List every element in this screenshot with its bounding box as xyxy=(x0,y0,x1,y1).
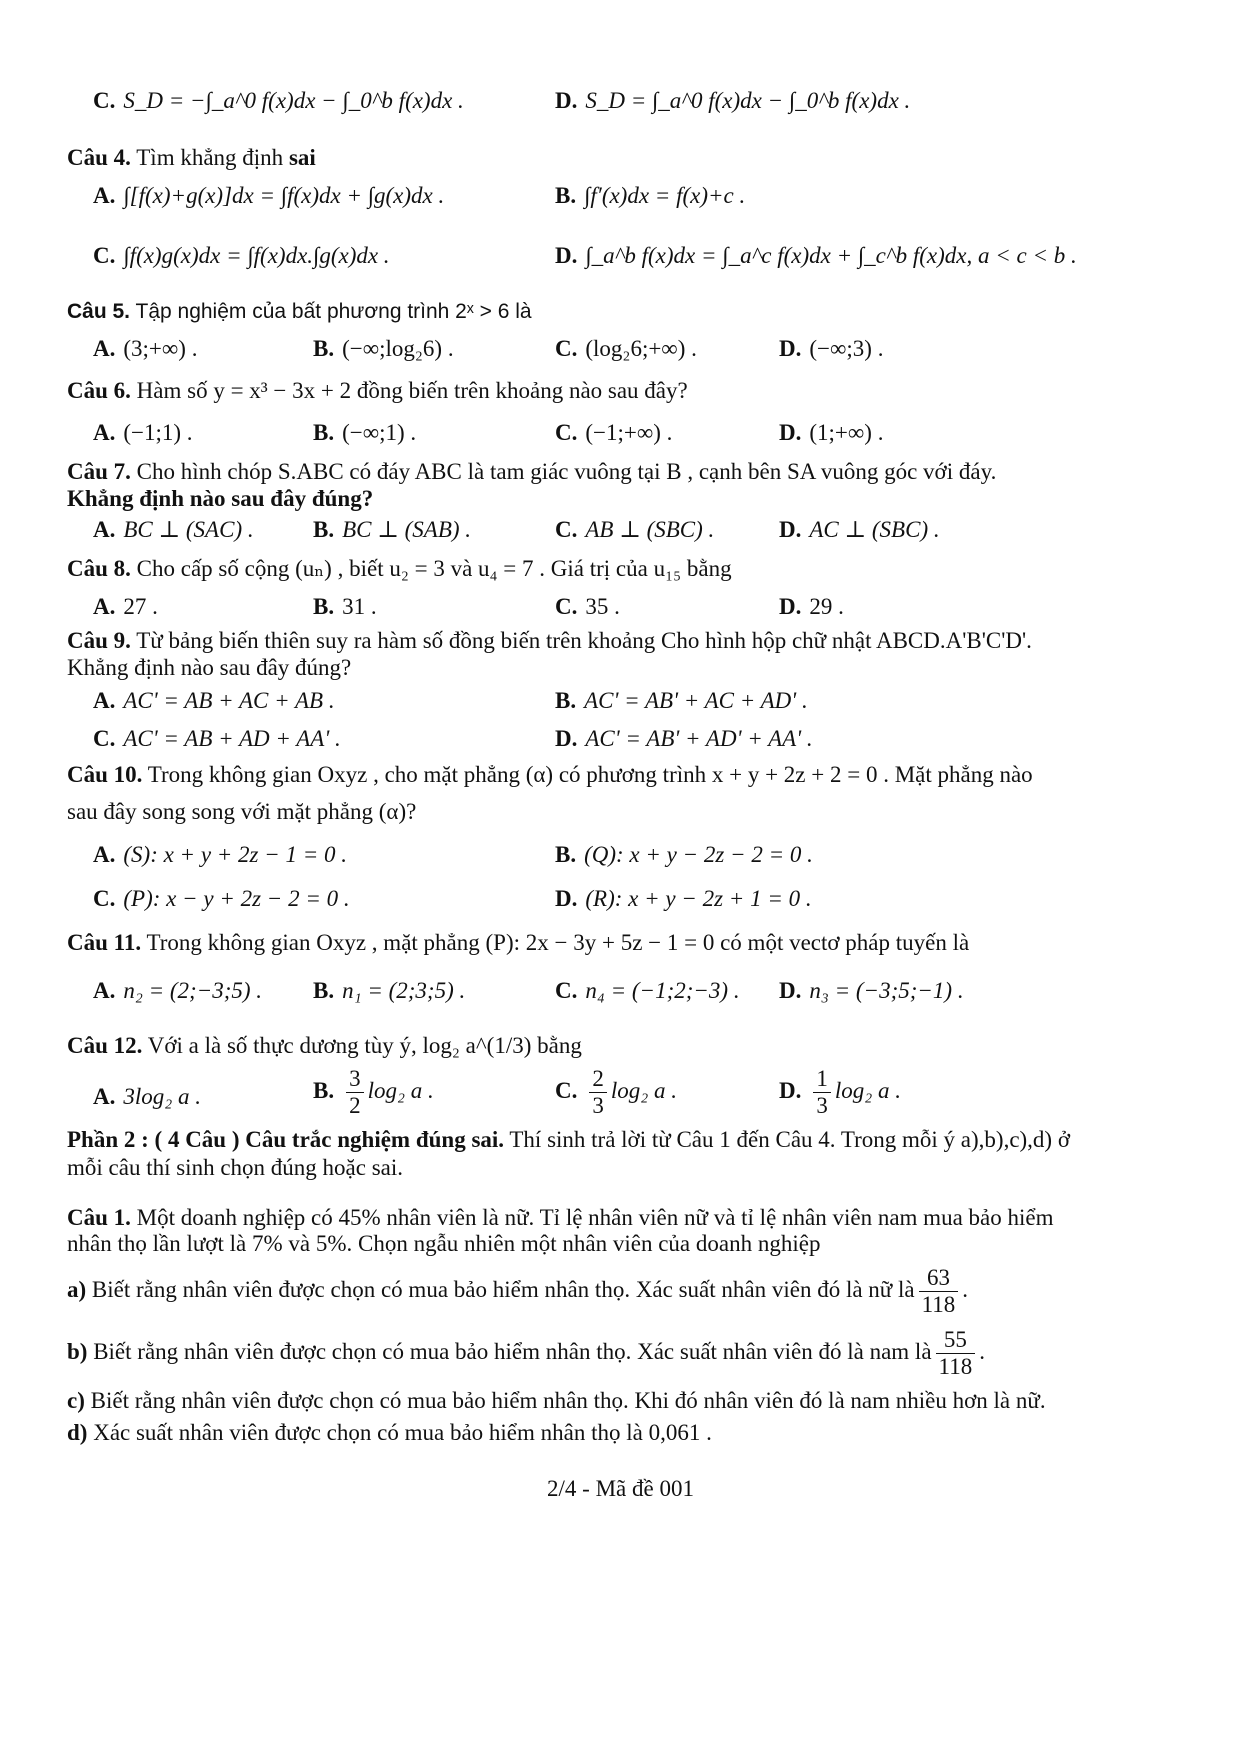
option-label: B. xyxy=(555,183,577,208)
option-label: C. xyxy=(93,88,116,113)
item-fraction xyxy=(936,1327,976,1381)
question-label: Câu 9. xyxy=(67,628,131,653)
p2q1-item-d xyxy=(67,1418,712,1448)
q5-option-b xyxy=(313,334,454,364)
q3-option-c xyxy=(93,86,464,116)
option-label: A. xyxy=(93,688,116,713)
question-label: Câu 11. xyxy=(67,930,142,955)
option-text: AC' = AB + AC + AB . xyxy=(123,688,335,713)
question-label: Câu 10. xyxy=(67,762,143,787)
section-text: mỗi câu thí sinh chọn đúng hoặc sai. xyxy=(67,1155,403,1180)
q5-option-d xyxy=(779,334,883,364)
fraction-numerator: 55 xyxy=(936,1327,976,1354)
q12-option-d xyxy=(779,1066,901,1120)
item-label: b) xyxy=(67,1339,88,1365)
item-text: Biết rằng nhân viên được chọn có mua bảo hiểm nhân thọ. Xác suất nhân viên đó là nữ là xyxy=(86,1277,915,1303)
option-text: ∫f(x)g(x)dx = ∫f(x)dx.∫g(x)dx . xyxy=(123,243,390,268)
q11-option-a xyxy=(93,976,262,1006)
option-fraction xyxy=(589,1066,607,1120)
question-text: Từ bảng biến thiên suy ra hàm số đồng biến trên khoảng Cho hình hộp chữ nhật ABCD.A'B'C'D'. xyxy=(136,628,1032,653)
option-text: BC ⊥ (SAB) . xyxy=(342,517,472,542)
option-label: B. xyxy=(313,594,335,619)
option-label: B. xyxy=(555,688,577,713)
option-text: BC ⊥ (SAC) . xyxy=(123,517,254,542)
p2q1-stem-line2 xyxy=(67,1229,820,1259)
q8-option-d xyxy=(779,592,844,622)
q6-option-d xyxy=(779,418,883,448)
q8-stem xyxy=(67,554,732,584)
section-text: Thí sinh trả lời từ Câu 1 đến Câu 4. Trong mỗi ý a),b),c),d) ở xyxy=(504,1127,1071,1152)
option-text: AC ⊥ (SBC) . xyxy=(809,517,940,542)
p2q1-item-a: a) Biết rằng nhân viên được chọn có mua bảo hiểm nhân thọ. Xác suất nhân viên đó là nữ là $\frac{63}{118}$ . xyxy=(67,1265,969,1318)
question-text: Hàm số y = x³ − 3x + 2 đồng biến trên khoảng nào sau đây? xyxy=(136,378,688,403)
section-heading: Phần 2 : ( 4 Câu ) Câu trắc nghiệm đúng sai. xyxy=(67,1127,505,1152)
option-text: ∫f′(x)dx = f(x)+c . xyxy=(584,183,746,208)
q5-option-c xyxy=(555,334,697,364)
option-label: C. xyxy=(555,978,578,1003)
q4-option-a xyxy=(93,181,444,211)
option-text: 35 . xyxy=(585,594,620,619)
fraction-denominator: 2 xyxy=(349,1093,361,1119)
option-text: n₄ = (−1;2;−3) . xyxy=(585,978,740,1003)
option-label: C. xyxy=(555,336,578,361)
option-text: n₁ = (2;3;5) . xyxy=(342,978,466,1003)
q7-option-d xyxy=(779,515,940,545)
question-label: Câu 12. xyxy=(67,1033,143,1058)
option-label: A. xyxy=(93,183,116,208)
option-label: D. xyxy=(779,1078,802,1104)
option-label: D. xyxy=(779,336,802,361)
q10-option-d xyxy=(555,884,812,914)
question-label: Câu 8. xyxy=(67,556,131,581)
q11-option-d xyxy=(779,976,964,1006)
option-label: C. xyxy=(93,886,116,911)
option-label: C. xyxy=(93,726,116,751)
q6-option-c xyxy=(555,418,672,448)
option-label: A. xyxy=(93,1084,116,1109)
option-label: C. xyxy=(93,243,116,268)
item-text: Xác suất nhân viên được chọn có mua bảo hiểm nhân thọ là 0,061 . xyxy=(87,1420,712,1445)
q9-option-a xyxy=(93,686,335,716)
option-text: AC' = AB' + AC + AD' . xyxy=(584,688,808,713)
option-text: S_D = ∫_a^0 f(x)dx − ∫_0^b f(x)dx . xyxy=(585,88,911,113)
option-fraction xyxy=(346,1066,364,1120)
question-text: Cho cấp số cộng (uₙ) , biết u₂ = 3 và u₄ = 7 . Giá trị của u₁₅ bằng xyxy=(136,556,732,581)
q9-option-c xyxy=(93,724,341,754)
q10-option-a xyxy=(93,840,347,870)
option-text: ∫_a^b f(x)dx = ∫_a^c f(x)dx + ∫_c^b f(x)dx, a < c < b . xyxy=(585,243,1077,268)
fraction-numerator: 1 xyxy=(813,1066,831,1093)
q12-option-b xyxy=(313,1066,434,1120)
option-text: AB ⊥ (SBC) . xyxy=(585,517,715,542)
option-text: AC' = AB' + AD' + AA' . xyxy=(585,726,813,751)
item-label: d) xyxy=(67,1420,88,1445)
option-text: ∫[f(x)+g(x)]dx = ∫f(x)dx + ∫g(x)dx . xyxy=(123,183,445,208)
q12-option-c xyxy=(555,1066,677,1120)
option-label: D. xyxy=(779,517,802,542)
q3-option-d xyxy=(555,86,910,116)
p2q1-item-b: b) Biết rằng nhân viên được chọn có mua bảo hiểm nhân thọ. Xác suất nhân viên đó là nam là $\frac{55}{118}$ . xyxy=(67,1327,985,1380)
option-label: A. xyxy=(93,842,116,867)
q9-option-d xyxy=(555,724,813,754)
q4-stem xyxy=(67,143,316,173)
option-text: log₂ a . xyxy=(834,1078,902,1104)
item-text: Biết rằng nhân viên được chọn có mua bảo hiểm nhân thọ. Khi đó nhân viên đó là nam nhiều hơn là nữ. xyxy=(84,1388,1046,1413)
question-text-bold: Khẳng định nào sau đây đúng? xyxy=(67,486,374,511)
option-label: C. xyxy=(555,420,578,445)
option-text: AC' = AB + AD + AA' . xyxy=(123,726,341,751)
option-fraction xyxy=(813,1066,831,1120)
q12-stem xyxy=(67,1031,582,1061)
question-text: Trong không gian Oxyz , cho mặt phẳng (α) có phương trình x + y + 2z + 2 = 0 . Mặt phẳng nào xyxy=(147,762,1033,787)
q7-option-a xyxy=(93,515,254,545)
option-label: D. xyxy=(555,243,578,268)
option-text: (−∞;3) . xyxy=(809,336,884,361)
option-label: B. xyxy=(313,978,335,1003)
option-text: (−∞;1) . xyxy=(342,420,417,445)
option-text: n₃ = (−3;5;−1) . xyxy=(809,978,964,1003)
q5-stem xyxy=(67,297,532,327)
option-text: 31 . xyxy=(342,594,377,619)
q11-option-c xyxy=(555,976,740,1006)
item-label: a) xyxy=(67,1277,87,1303)
option-text: (log₂6;+∞) . xyxy=(585,336,697,361)
question-text: sau đây song song với mặt phẳng (α)? xyxy=(67,799,417,824)
option-label: B. xyxy=(313,1078,335,1104)
option-text: S_D = −∫_a^0 f(x)dx − ∫_0^b f(x)dx . xyxy=(123,88,464,113)
option-label: A. xyxy=(93,978,116,1003)
item-fraction xyxy=(919,1265,959,1319)
q4-option-d xyxy=(555,241,1077,271)
item-label: c) xyxy=(67,1388,85,1413)
part2-heading-line2 xyxy=(67,1153,403,1183)
question-label: Câu 7. xyxy=(67,459,131,484)
q4-option-c xyxy=(93,241,390,271)
option-label: D. xyxy=(555,886,578,911)
option-label: C. xyxy=(555,517,578,542)
option-text: 27 . xyxy=(123,594,158,619)
q11-stem xyxy=(67,928,969,958)
option-label: B. xyxy=(313,420,335,445)
fraction-denominator: 118 xyxy=(938,1354,973,1380)
question-text: Trong không gian Oxyz , mặt phẳng (P): 2x − 3y + 5z − 1 = 0 có một vectơ pháp tuyến là xyxy=(146,930,970,955)
option-label: B. xyxy=(313,336,335,361)
q4-option-b xyxy=(555,181,745,211)
q12-option-a xyxy=(93,1082,201,1112)
option-text: log₂ a . xyxy=(367,1078,434,1104)
option-label: D. xyxy=(779,594,802,619)
option-label: D. xyxy=(779,420,802,445)
fraction-denominator: 3 xyxy=(816,1093,828,1119)
option-text: n₂ = (2;−3;5) . xyxy=(123,978,263,1003)
question-label: Câu 4. xyxy=(67,145,131,170)
option-text: (3;+∞) . xyxy=(123,336,198,361)
option-text: (1;+∞) . xyxy=(809,420,884,445)
question-text: Với a là số thực dương tùy ý, log₂ a^(1/3) bằng xyxy=(147,1033,582,1058)
q8-option-b xyxy=(313,592,377,622)
q9-stem xyxy=(67,626,1032,656)
question-text: Khẳng định nào sau đây đúng? xyxy=(67,655,352,680)
q8-option-a xyxy=(93,592,158,622)
question-label: Câu 5. xyxy=(67,300,131,323)
question-label: Câu 6. xyxy=(67,378,131,403)
page-footer: 2/4 - Mã đề 001 xyxy=(547,1476,694,1501)
option-text: (S): x + y + 2z − 1 = 0 . xyxy=(123,842,348,867)
q9-stem-line2 xyxy=(67,653,351,683)
item-text: Biết rằng nhân viên được chọn có mua bảo hiểm nhân thọ. Xác suất nhân viên đó là nam là xyxy=(87,1339,932,1365)
option-label: C. xyxy=(555,1078,578,1104)
question-text: Tìm khẳng định xyxy=(136,145,284,170)
q7-option-b xyxy=(313,515,471,545)
q7-option-c xyxy=(555,515,714,545)
part2-heading xyxy=(67,1125,1070,1155)
q7-stem-line2 xyxy=(67,484,373,514)
q8-option-c xyxy=(555,592,620,622)
fraction-denominator: 3 xyxy=(592,1093,604,1119)
option-text: (−∞;log₂6) . xyxy=(342,336,454,361)
q10-stem xyxy=(67,760,1033,790)
option-label: B. xyxy=(555,842,577,867)
option-label: D. xyxy=(555,88,578,113)
option-label: D. xyxy=(779,978,802,1003)
question-text: Cho hình chóp S.ABC có đáy ABC là tam giác vuông tại B , cạnh bên SA vuông góc với đáy. xyxy=(136,459,997,484)
option-label: A. xyxy=(93,420,116,445)
option-label: B. xyxy=(313,517,335,542)
option-label: C. xyxy=(555,594,578,619)
option-text: (Q): x + y − 2z − 2 = 0 . xyxy=(584,842,813,867)
q6-option-a xyxy=(93,418,193,448)
option-label: A. xyxy=(93,517,116,542)
option-text: (−1;1) . xyxy=(123,420,193,445)
question-label: Câu 1. xyxy=(67,1205,131,1230)
option-text: 29 . xyxy=(809,594,844,619)
q10-option-c xyxy=(93,884,350,914)
question-emphasis: sai xyxy=(288,145,316,170)
q6-option-b xyxy=(313,418,416,448)
option-text: (P): x − y + 2z − 2 = 0 . xyxy=(123,886,350,911)
option-text: log₂ a . xyxy=(610,1078,678,1104)
fraction-denominator: 118 xyxy=(921,1292,956,1318)
question-text: Tập nghiệm của bất phương trình 2ˣ > 6 là xyxy=(135,300,532,323)
q9-option-b xyxy=(555,686,808,716)
option-text: (R): x + y − 2z + 1 = 0 . xyxy=(585,886,812,911)
q10-option-b xyxy=(555,840,813,870)
fraction-numerator: 63 xyxy=(919,1265,959,1292)
option-label: D. xyxy=(555,726,578,751)
question-text: nhân thọ lần lượt là 7% và 5%. Chọn ngẫu nhiên một nhân viên của doanh nghiệp xyxy=(67,1231,821,1256)
fraction-numerator: 2 xyxy=(589,1066,607,1093)
option-text: (−1;+∞) . xyxy=(585,420,673,445)
p2q1-item-c xyxy=(67,1386,1046,1416)
q7-stem xyxy=(67,457,996,487)
question-text: Một doanh nghiệp có 45% nhân viên là nữ. Tỉ lệ nhân viên nữ và tỉ lệ nhân viên nam mua bảo hiểm xyxy=(136,1205,1054,1230)
option-text: 3log₂ a . xyxy=(123,1084,202,1109)
q5-option-a xyxy=(93,334,197,364)
option-label: A. xyxy=(93,594,116,619)
fraction-numerator: 3 xyxy=(346,1066,364,1093)
q6-stem xyxy=(67,376,688,406)
q10-stem-line2 xyxy=(67,797,416,827)
q11-option-b xyxy=(313,976,465,1006)
option-label: A. xyxy=(93,336,116,361)
